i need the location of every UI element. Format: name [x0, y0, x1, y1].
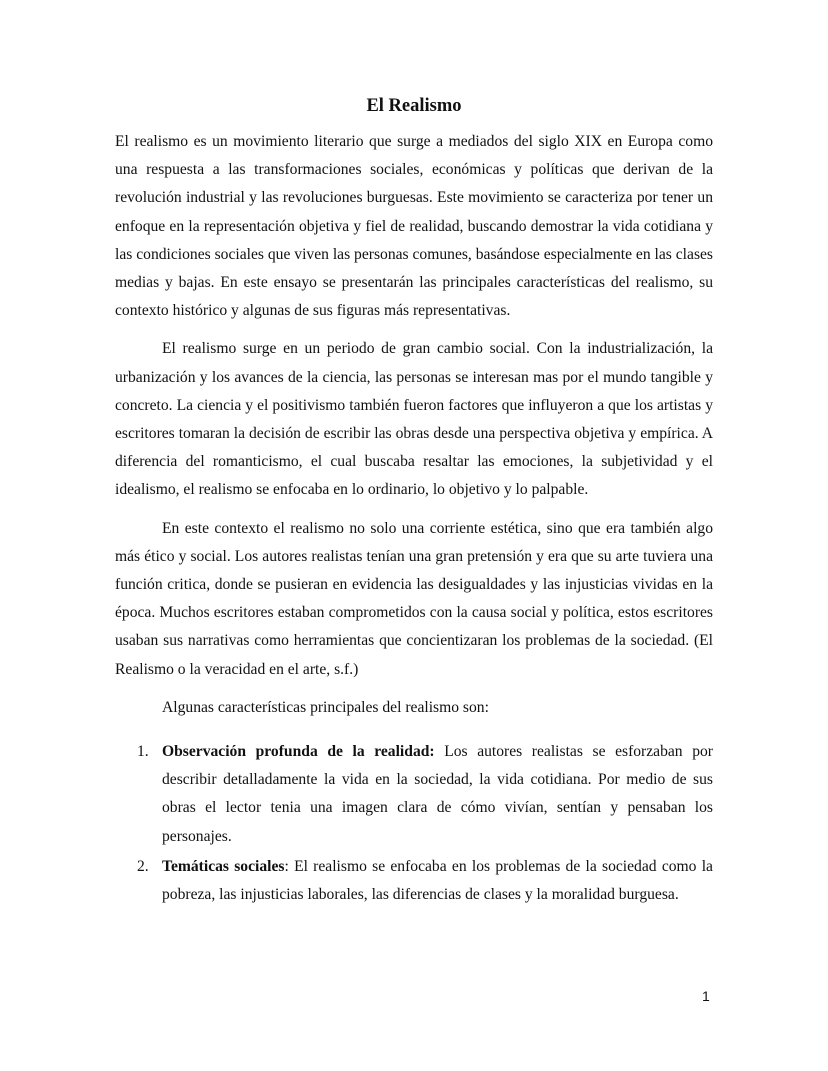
paragraph-intro: El realismo es un movimiento literario que surge a mediados del siglo XIX en Europa como una respuesta a las transformaciones sociales, económicas y políticas que derivan de la revolución industrial y las revoluciones burguesas. Este movimiento se caracteriza por tener un enfoque en la representación objetiva y fiel de realidad, buscando demostrar la vida cotidiana y las condiciones sociales que viven las personas comunes, basándose especialmente en las clases medias y bajas. En este ensayo se presentarán las principales características del realismo, su contexto histórico y algunas de sus figuras más representativas.	[115, 133, 713, 320]
paragraph-context: El realismo surge en un periodo de gran cambio social. Con la industrialización, la urbanización y los avances de la ciencia, las personas se interesan mas por el mundo tangible y concreto. La ciencia y el positivismo también fueron factores que influyeron a que los artistas y escritores tomaran la decisión de escribir las obras desde una perspectiva objetiva y empírica. A diferencia del romanticismo, el cual buscaba resaltar las emociones, la subjetividad y el idealismo, el realismo se enfocaba en lo ordinario, lo objetivo y lo palpable.	[115, 340, 713, 499]
list-item-term: Temáticas sociales	[162, 857, 285, 875]
list-item-term: Observación profunda de la realidad:	[162, 743, 435, 761]
characteristics-list	[115, 738, 713, 909]
document-title: El Realismo	[366, 96, 462, 116]
list-item	[115, 853, 713, 909]
list-item-number: 2.	[137, 857, 149, 875]
list-item-text: Los autores realistas se esforzaban por describir detalladamente la vida en la sociedad, la vida cotidiana. Por medio de sus obras el lector tenia una imagen clara de cómo vivían, sentían y pensaban los personajes.	[162, 743, 713, 845]
list-item-text: : El realismo se enfocaba en los problemas de la sociedad como la pobreza, las injusticias laborales, las diferencias de clases y la moralidad burguesa.	[162, 857, 713, 904]
list-item	[115, 738, 713, 851]
page-number: 1	[702, 988, 710, 1004]
document-body	[115, 128, 713, 911]
list-item-number: 1.	[137, 743, 149, 761]
paragraph-ethics: En este contexto el realismo no solo una corriente estética, sino que era también algo más ético y social. Los autores realistas tenían una gran pretensión y era que su arte tuviera una función critica, donde se pusieran en evidencia las desigualdades y las injusticias vividas en la época. Muchos escritores estaban comprometidos con la causa social y política, estos escritores usaban sus narrativas como herramientas que concientizaran los problemas de la sociedad. (El Realismo o la veracidad en el arte, s.f.)	[115, 519, 713, 678]
list-intro: Algunas características principales del realismo son:	[162, 698, 489, 716]
